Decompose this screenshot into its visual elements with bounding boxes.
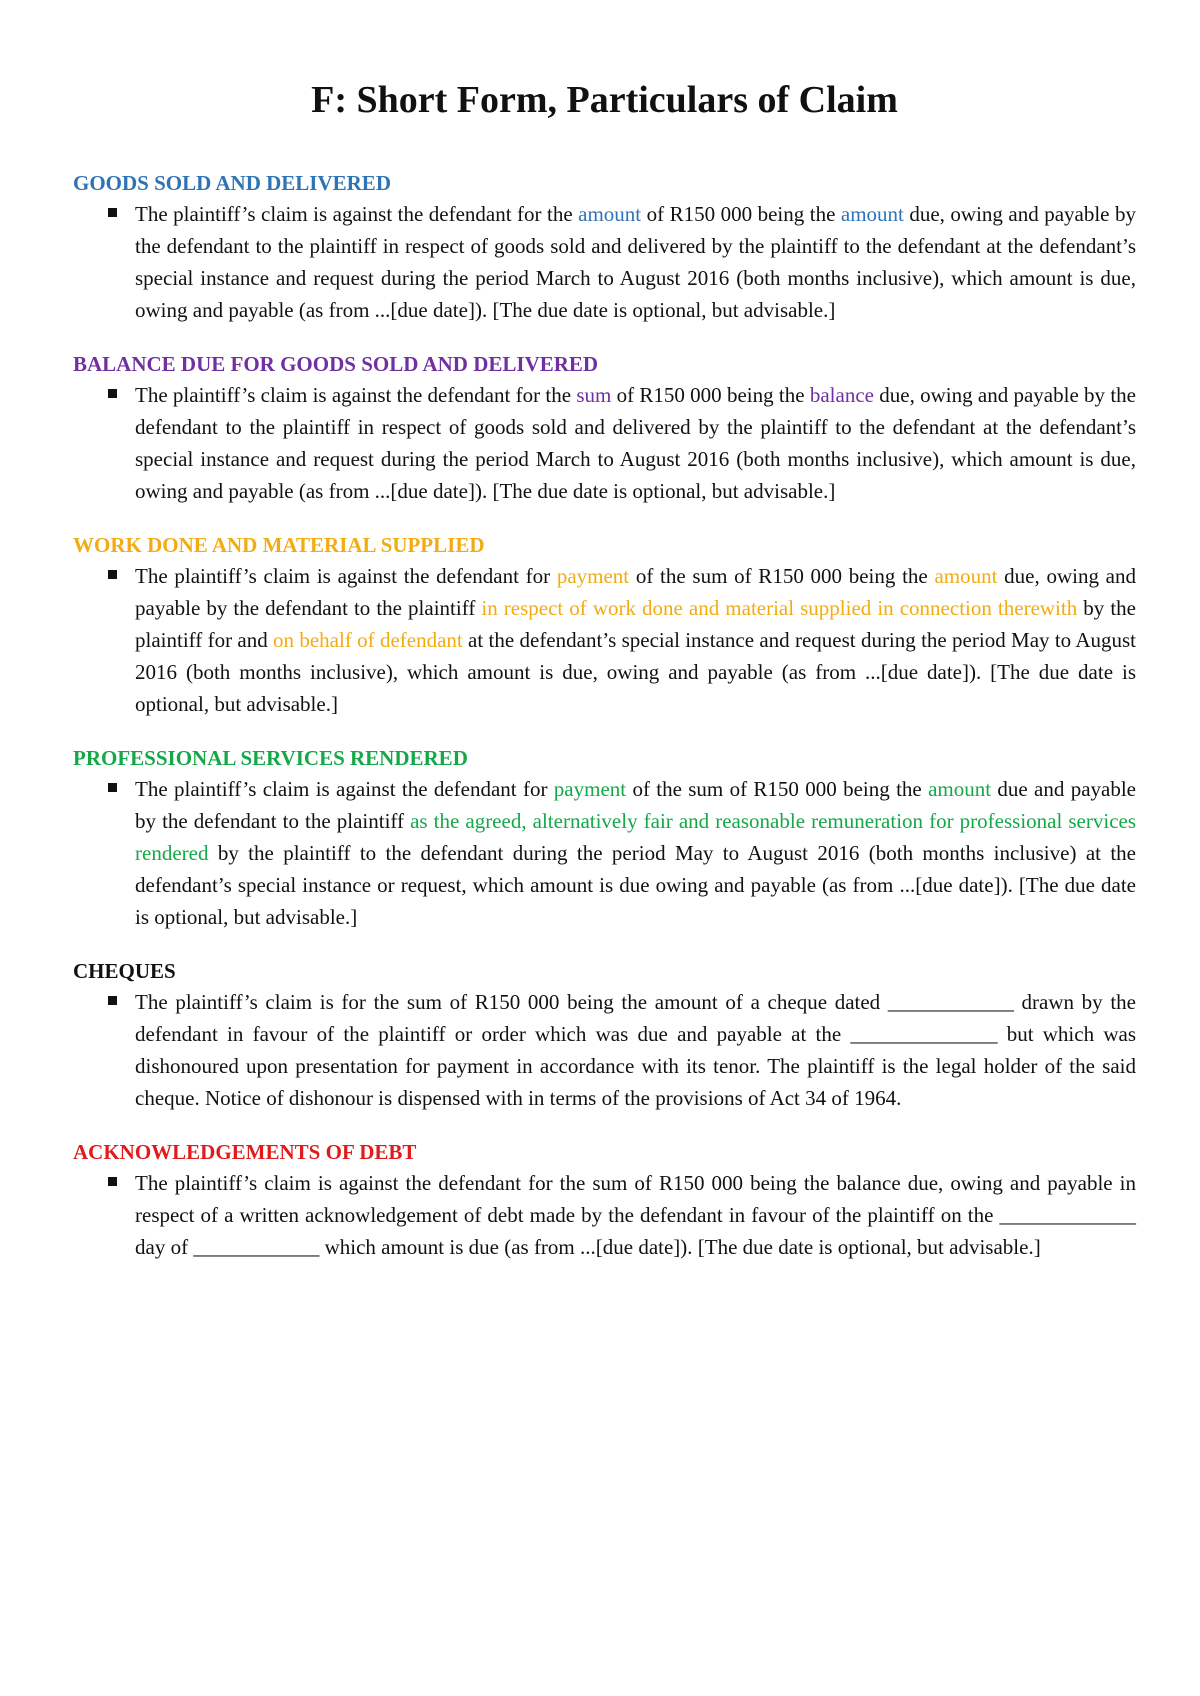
text-run: at the defendant’s special instance and request during the period May to August 2016 (both months inclusive), which amount is due, owing and payable (as from ...[due date]). [The due date is optional, but advisable.]	[135, 628, 1136, 716]
highlight-run: balance	[809, 383, 874, 407]
section-heading: PROFESSIONAL SERVICES RENDERED	[73, 746, 468, 770]
text-run: due, owing and payable by the defendant to the plaintiff in respect of goods sold and delivered by the plaintiff to the defendant at the defendant’s special instance and request during the period March to August 2016 (both months inclusive), which amount is due, owing and payable (as from ...[due date]). [The due date is optional, but advisable.]	[135, 383, 1136, 503]
highlight-run: amount	[928, 777, 992, 801]
highlight-run: in respect of work done and material supplied in connection therewith	[481, 596, 1078, 620]
highlight-run: payment	[553, 777, 627, 801]
section-acknowledgements	[73, 1137, 1136, 1263]
highlight-run: amount	[578, 202, 642, 226]
highlight-run: as the agreed, alternatively fair and reasonable remuneration for professional services rendered	[135, 809, 1137, 865]
section-heading: WORK DONE AND MATERIAL SUPPLIED	[73, 533, 485, 557]
highlight-run: amount	[840, 202, 904, 226]
text-run: by the plaintiff to the defendant during the period May to August 2016 (both months inclusive) at the defendant’s special instance or request, which amount is due owing and payable (as from ...[due date]). [The due date is optional, but advisable.]	[135, 841, 1136, 929]
section-goods-sold	[73, 168, 1136, 326]
section-heading: BALANCE DUE FOR GOODS SOLD AND DELIVERED	[73, 352, 599, 376]
square-bullet-icon	[108, 570, 117, 579]
bullet-item	[108, 1167, 1136, 1263]
text-run: of the sum of R150 000 being the	[626, 777, 929, 801]
highlight-run: sum	[576, 383, 612, 407]
text-run: of the sum of R150 000 being the	[629, 564, 935, 588]
text-run: due and payable by the defendant to the plaintiff	[135, 777, 1136, 833]
bullet-item	[108, 986, 1136, 1114]
text-run: of R150 000 being the	[611, 383, 810, 407]
section-heading: CHEQUES	[73, 959, 176, 983]
text-run: by the plaintiff for and	[135, 596, 1136, 652]
bullet-item	[108, 560, 1136, 720]
claim-paragraph	[135, 379, 1136, 507]
text-run: The plaintiff’s claim is against the defendant for the	[135, 202, 579, 226]
section-balance-due	[73, 349, 1136, 507]
highlight-run: payment	[556, 564, 630, 588]
square-bullet-icon	[108, 1177, 117, 1186]
square-bullet-icon	[108, 208, 117, 217]
text-run: The plaintiff’s claim is against the defendant for	[135, 777, 554, 801]
text-run: The plaintiff’s claim is against the defendant for	[135, 564, 557, 588]
section-heading: ACKNOWLEDGEMENTS OF DEBT	[73, 1140, 417, 1164]
section-heading: GOODS SOLD AND DELIVERED	[73, 171, 391, 195]
claim-paragraph	[135, 198, 1136, 326]
text-run: of R150 000 being the	[641, 202, 841, 226]
square-bullet-icon	[108, 389, 117, 398]
text-run: due, owing and payable by the defendant to the plaintiff	[135, 564, 1136, 620]
square-bullet-icon	[108, 783, 117, 792]
page-title: F: Short Form, Particulars of Claim	[311, 79, 898, 121]
text-run: The plaintiff’s claim is against the defendant for the sum of R150 000 being the balance due, owing and payable in respect of a written acknowledgement of debt made by the defendant in favour of the plaintiff on the _____________ day of ____________ which amount is due (as from ...[due date]). [The due date is optional, but advisable.]	[135, 1171, 1136, 1259]
highlight-run: amount	[934, 564, 998, 588]
text-run: The plaintiff’s claim is for the sum of R150 000 being the amount of a cheque dated ____________ drawn by the defendant in favour of the plaintiff or order which was due and payable at the ______________ but which was dishonoured upon presentation for payment in accordance with its tenor. The plaintiff is the legal holder of the said cheque. Notice of dishonour is dispensed with in terms of the provisions of Act 34 of 1964.	[135, 990, 1136, 1110]
square-bullet-icon	[108, 996, 117, 1005]
section-professional-services	[73, 743, 1136, 933]
bullet-item	[108, 379, 1136, 507]
bullet-item	[108, 773, 1136, 933]
claim-paragraph	[135, 1167, 1136, 1263]
text-run: The plaintiff’s claim is against the defendant for the	[135, 383, 577, 407]
claim-paragraph	[135, 986, 1136, 1114]
section-work-done	[73, 530, 1136, 720]
highlight-run: on behalf of defendant	[273, 628, 463, 652]
claim-paragraph	[135, 773, 1136, 933]
bullet-item	[108, 198, 1136, 326]
section-cheques	[73, 956, 1136, 1114]
text-run: due, owing and payable by the defendant to the plaintiff in respect of goods sold and delivered by the plaintiff to the defendant at the defendant’s special instance and request during the period March to August 2016 (both months inclusive), which amount is due, owing and payable (as from ...[due date]). [The due date is optional, but advisable.]	[135, 202, 1136, 322]
claim-paragraph	[135, 560, 1136, 720]
